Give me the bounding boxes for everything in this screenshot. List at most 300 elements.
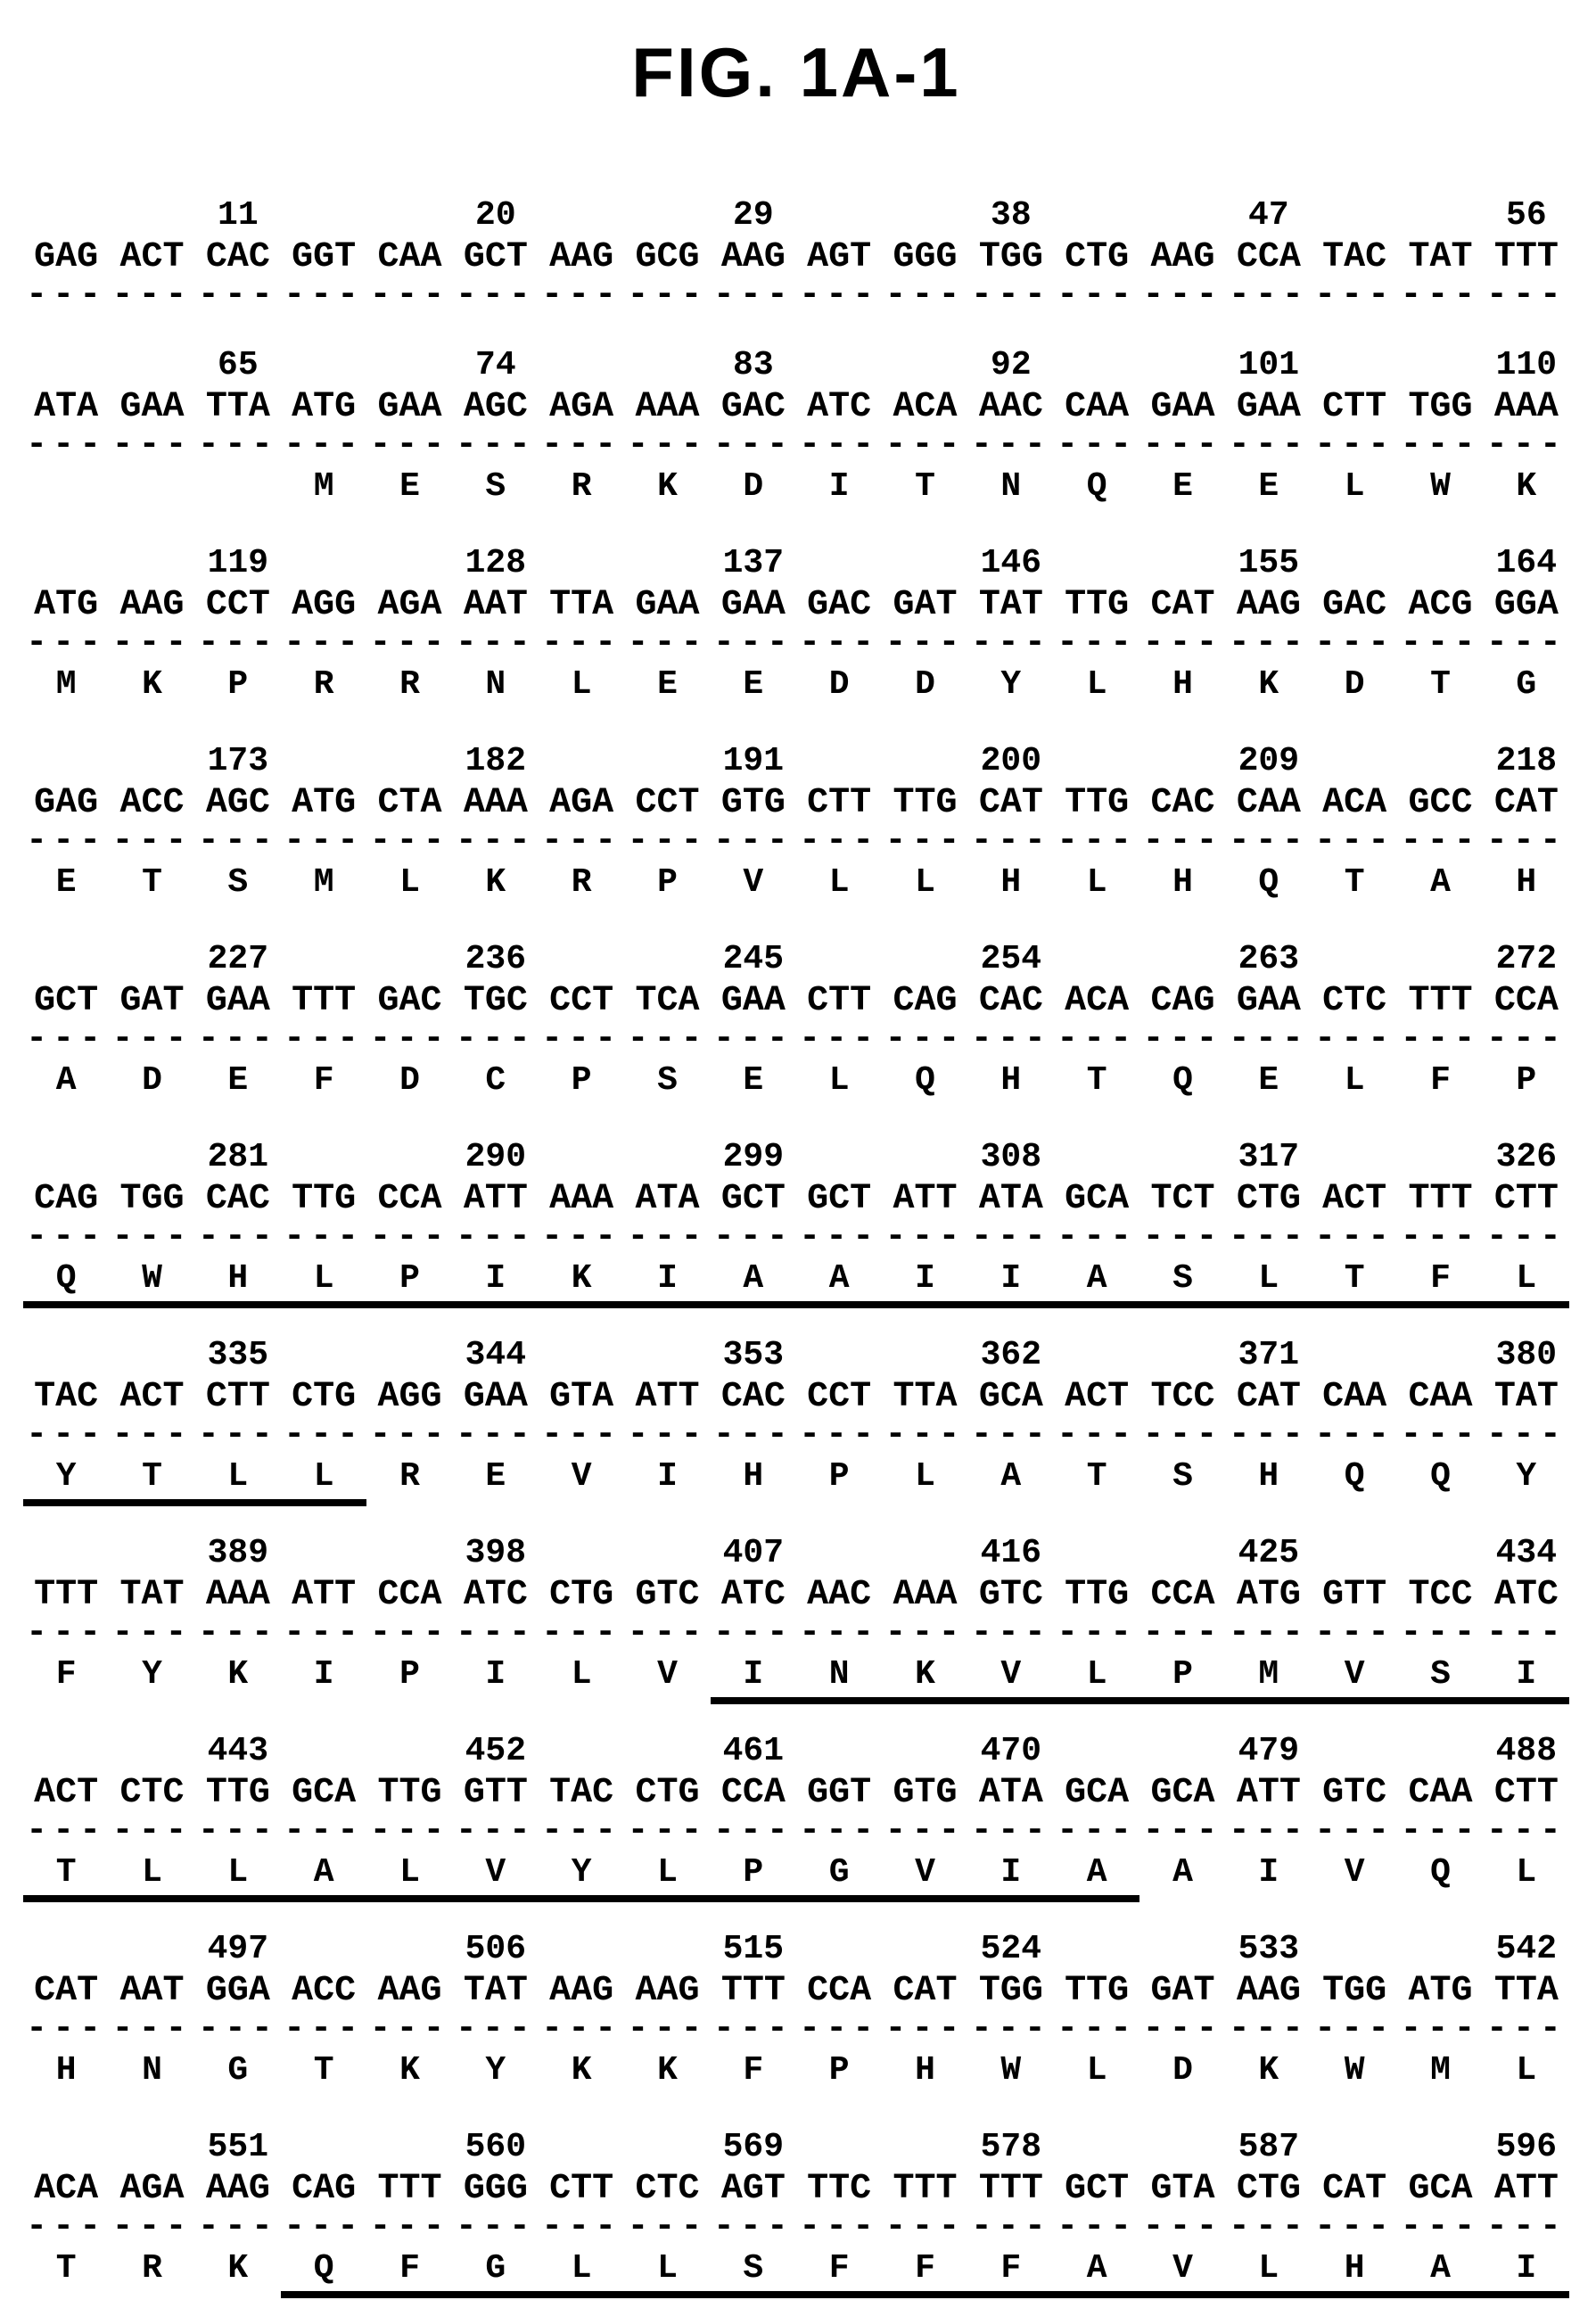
dash-group: --- (884, 1019, 966, 1059)
codon: TAT (119, 1575, 185, 1615)
dash-group: --- (197, 276, 278, 316)
dash-group: --- (541, 276, 622, 316)
amino-acid: L (539, 2250, 624, 2298)
codon: ACC (119, 783, 185, 823)
amino-acid: D (1344, 665, 1365, 704)
position-spacer (1312, 345, 1397, 386)
dash-group: --- (1142, 2207, 1223, 2247)
amino-acid: W (109, 1260, 194, 1308)
position-number: 524 (980, 1930, 1042, 1968)
dash-group: --- (26, 2207, 107, 2247)
codon: CTT (549, 2169, 614, 2209)
amino-acid: K (1516, 467, 1537, 506)
codon: ACC (292, 1971, 357, 2011)
figure-title: FIG. 1A-1 (631, 33, 961, 111)
dash-group: --- (111, 821, 193, 861)
amino-acid: S (227, 863, 249, 902)
amino-acid: N (796, 1656, 882, 1704)
codon: CCT (635, 783, 700, 823)
dash-group: --- (1400, 1019, 1481, 1059)
position-spacer (539, 1335, 624, 1376)
codon: TGG (978, 1971, 1043, 2011)
amino-acid: K (485, 863, 506, 902)
position-spacer (796, 1533, 882, 1574)
nucleotide-row (23, 980, 1569, 1023)
amino-acid: A (1000, 1457, 1022, 1496)
codon: TGG (119, 1179, 185, 1219)
amino-acid: H (195, 1260, 281, 1308)
position-spacer (23, 345, 109, 386)
position-spacer (1139, 2127, 1225, 2168)
amino-acid: R (399, 1457, 420, 1496)
position-spacer (1397, 195, 1483, 236)
dash-group: --- (712, 623, 794, 664)
position-row (23, 1335, 1569, 1376)
amino-acid: M (313, 863, 334, 902)
dash-group: --- (970, 1613, 1051, 1653)
amino-acid: I (882, 1260, 967, 1308)
codon: TTG (1065, 1971, 1130, 2011)
dash-group: --- (541, 1613, 622, 1653)
position-spacer (1054, 345, 1139, 386)
dash-group: --- (1057, 2207, 1138, 2247)
codon: ATG (292, 783, 357, 823)
codon: CAA (1065, 387, 1130, 427)
position-spacer (1054, 2127, 1139, 2168)
amino-acid: L (1086, 2051, 1107, 2090)
codon: CAA (1236, 783, 1301, 823)
dash-group: --- (884, 1613, 966, 1653)
dash-group: --- (1485, 2009, 1567, 2049)
codon: TAT (1493, 1377, 1559, 1417)
alignment-dash-row (23, 1811, 1569, 1854)
dash-group: --- (970, 623, 1051, 664)
dash-group: --- (1400, 1415, 1481, 1455)
codon: CTT (1322, 387, 1387, 427)
amino-acid: H (1172, 863, 1193, 902)
position-spacer (1312, 1335, 1397, 1376)
position-spacer (23, 1929, 109, 1970)
dash-group: --- (26, 1019, 107, 1059)
codon: CCA (807, 1971, 872, 2011)
position-spacer (366, 1137, 452, 1178)
codon: ATG (1408, 1971, 1473, 2011)
dash-group: --- (1485, 1019, 1567, 1059)
dash-group: --- (455, 276, 536, 316)
dash-group: --- (197, 425, 278, 466)
amino-acid: I (828, 467, 850, 506)
position-spacer (539, 1731, 624, 1772)
amino-acid: F (882, 2250, 967, 2298)
amino-acid: P (657, 863, 678, 902)
amino-acid: V (1139, 2250, 1225, 2298)
amino-acid: R (571, 863, 592, 902)
codon: ACA (1065, 981, 1130, 1021)
amino-acid: L (366, 1854, 452, 1902)
amino-acid: W (1430, 467, 1451, 506)
dash-group: --- (1485, 1613, 1567, 1653)
position-spacer (624, 1137, 710, 1178)
amino-acid: Y (1516, 1457, 1537, 1496)
dash-group: --- (197, 821, 278, 861)
position-number: 335 (207, 1336, 269, 1374)
position-number: 119 (207, 544, 269, 582)
codon: CAA (1408, 1377, 1473, 1417)
codon: ATA (635, 1179, 700, 1219)
position-number: 596 (1495, 2128, 1558, 2166)
codon: TCC (1408, 1575, 1473, 1615)
amino-acid: K (1258, 2051, 1279, 2090)
dash-group: --- (197, 1019, 278, 1059)
amino-acid-row (23, 2250, 1569, 2298)
amino-acid: L (281, 1458, 366, 1506)
position-spacer (624, 1533, 710, 1574)
position-number: 533 (1238, 1930, 1300, 1968)
codon: GGG (463, 2169, 528, 2209)
codon: GAC (720, 387, 786, 427)
dash-group: --- (1400, 425, 1481, 466)
position-spacer (539, 345, 624, 386)
codon: GAT (119, 981, 185, 1021)
dash-group: --- (627, 1613, 708, 1653)
codon: CCA (1150, 1575, 1215, 1615)
amino-acid: F (313, 1061, 334, 1100)
dash-group: --- (712, 1019, 794, 1059)
dash-group: --- (627, 1019, 708, 1059)
sequence-block (23, 1731, 1569, 1902)
codon: GAA (119, 387, 185, 427)
position-spacer (624, 1929, 710, 1970)
amino-acid: G (796, 1854, 882, 1902)
dash-group: --- (284, 1019, 365, 1059)
dash-group: --- (1400, 2009, 1481, 2049)
dash-group: --- (1228, 1415, 1309, 1455)
position-spacer (1397, 1929, 1483, 1970)
position-spacer (1054, 1137, 1139, 1178)
codon: ACA (893, 387, 958, 427)
dash-group: --- (712, 1613, 794, 1653)
dash-group: --- (1057, 1613, 1138, 1653)
position-number: 407 (722, 1534, 785, 1572)
dash-group: --- (884, 623, 966, 664)
amino-acid: Y (23, 1458, 109, 1506)
amino-acid: D (743, 467, 764, 506)
amino-acid: K (1258, 665, 1279, 704)
dash-group: --- (197, 1811, 278, 1851)
codon: GCA (1065, 1179, 1130, 1219)
position-number: 155 (1238, 544, 1300, 582)
position-number: 380 (1495, 1336, 1558, 1374)
position-spacer (23, 2127, 109, 2168)
sequence-block (23, 2127, 1569, 2298)
position-spacer (23, 741, 109, 782)
codon: GCA (1150, 1773, 1215, 1813)
nucleotide-row (23, 1178, 1569, 1221)
position-row (23, 1929, 1569, 1970)
dash-group: --- (284, 623, 365, 664)
position-number: 398 (465, 1534, 527, 1572)
dash-group: --- (1228, 1811, 1309, 1851)
codon: CTT (205, 1377, 270, 1417)
position-number: 515 (722, 1930, 785, 1968)
amino-acid: S (1172, 1457, 1193, 1496)
codon: AAA (463, 783, 528, 823)
position-spacer (366, 543, 452, 584)
codon: TTA (549, 585, 614, 625)
position-spacer (882, 543, 967, 584)
dash-group: --- (1485, 425, 1567, 466)
dash-group: --- (884, 2009, 966, 2049)
position-spacer (624, 2127, 710, 2168)
amino-acid: I (657, 1457, 678, 1496)
codon: GAG (34, 237, 99, 277)
dash-group: --- (1142, 1811, 1223, 1851)
amino-acid: L (828, 1061, 850, 1100)
codon: ACG (1408, 585, 1473, 625)
amino-acid: Q (915, 1061, 935, 1100)
position-spacer (882, 2127, 967, 2168)
codon: CAT (978, 783, 1043, 823)
dash-group: --- (627, 1217, 708, 1257)
nucleotide-row (23, 2168, 1569, 2211)
position-spacer (109, 1335, 194, 1376)
position-row (23, 939, 1569, 980)
sequence-block (23, 741, 1569, 912)
codon: CCA (720, 1773, 786, 1813)
dash-group: --- (1142, 1415, 1223, 1455)
amino-acid: K (399, 2051, 420, 2090)
codon: CAT (893, 1971, 958, 2011)
codon: AAT (463, 585, 528, 625)
codon: TAC (1322, 237, 1387, 277)
codon: CCA (1493, 981, 1559, 1021)
dash-group: --- (541, 425, 622, 466)
position-number: 416 (980, 1534, 1042, 1572)
dash-group: --- (884, 2207, 966, 2247)
dash-group: --- (1314, 821, 1395, 861)
codon: GCT (34, 981, 99, 1021)
codon: TTT (1408, 1179, 1473, 1219)
dash-group: --- (26, 623, 107, 664)
position-number: 29 (733, 196, 774, 235)
dash-group: --- (1485, 1811, 1567, 1851)
dash-group: --- (26, 2009, 107, 2049)
position-number: 452 (465, 1732, 527, 1770)
dash-group: --- (369, 1217, 450, 1257)
codon: TCA (635, 981, 700, 1021)
codon: TTG (205, 1773, 270, 1813)
amino-acid: P (828, 1457, 850, 1496)
dash-group: --- (1400, 1613, 1481, 1653)
position-spacer (796, 543, 882, 584)
alignment-dash-row (23, 1613, 1569, 1656)
dash-group: --- (627, 1811, 708, 1851)
amino-acid: S (657, 1061, 678, 1100)
position-spacer (109, 2127, 194, 2168)
dash-group: --- (1228, 276, 1309, 316)
position-spacer (1054, 741, 1139, 782)
dash-group: --- (799, 1415, 880, 1455)
codon: TTT (720, 1971, 786, 2011)
dash-group: --- (1228, 2207, 1309, 2247)
sequence-block (23, 1533, 1569, 1704)
amino-acid: I (1484, 1656, 1569, 1704)
position-number: 164 (1495, 544, 1558, 582)
dash-group: --- (197, 1217, 278, 1257)
amino-acid: H (1258, 1457, 1279, 1496)
dash-group: --- (1400, 1811, 1481, 1851)
nucleotide-row (23, 386, 1569, 429)
amino-acid: D (915, 665, 935, 704)
dash-group: --- (455, 2009, 536, 2049)
amino-acid: Q (281, 2250, 366, 2298)
amino-acid: E (485, 1457, 506, 1496)
position-number: 461 (722, 1732, 785, 1770)
position-spacer (1139, 1731, 1225, 1772)
sequence-listing (23, 195, 1569, 2298)
dash-group: --- (712, 2207, 794, 2247)
codon: GAA (377, 387, 442, 427)
codon: TTG (377, 1773, 442, 1813)
position-number: 20 (475, 196, 516, 235)
codon: CCT (549, 981, 614, 1021)
sequence-block (23, 345, 1569, 516)
amino-acid: A (55, 1061, 77, 1100)
amino-acid: L (1226, 1260, 1312, 1308)
amino-acid: A (796, 1260, 882, 1308)
dash-group: --- (1314, 2009, 1395, 2049)
amino-acid: A (1054, 1854, 1139, 1902)
position-number: 218 (1495, 742, 1558, 780)
position-number: 92 (991, 346, 1032, 384)
amino-acid: T (1312, 1260, 1397, 1308)
position-number: 317 (1238, 1138, 1300, 1176)
amino-acid: K (882, 1656, 967, 1704)
position-spacer (1139, 939, 1225, 980)
dash-group: --- (627, 2207, 708, 2247)
position-spacer (366, 1335, 452, 1376)
dash-group: --- (1485, 276, 1567, 316)
amino-acid-row (23, 1062, 1569, 1110)
codon: CTG (1236, 2169, 1301, 2209)
amino-acid: P (1139, 1656, 1225, 1704)
amino-acid: T (1086, 1457, 1107, 1496)
dash-group: --- (1485, 1415, 1567, 1455)
codon: TTG (1065, 1575, 1130, 1615)
dash-group: --- (712, 1415, 794, 1455)
codon: GTG (893, 1773, 958, 1813)
dash-group: --- (111, 2207, 193, 2247)
amino-acid: P (399, 1655, 420, 1694)
position-spacer (539, 939, 624, 980)
codon: CAG (34, 1179, 99, 1219)
codon: GGA (205, 1971, 270, 2011)
codon: GAA (1236, 387, 1301, 427)
position-spacer (624, 195, 710, 236)
codon: GAA (463, 1377, 528, 1417)
position-number: 200 (980, 742, 1042, 780)
amino-acid: F (1430, 1061, 1451, 1100)
dash-group: --- (970, 276, 1051, 316)
position-spacer (1397, 1335, 1483, 1376)
amino-acid: L (1484, 1260, 1569, 1308)
position-number: 560 (465, 2128, 527, 2166)
position-number: 74 (475, 346, 516, 384)
amino-acid: Q (1086, 467, 1107, 506)
dash-group: --- (799, 821, 880, 861)
codon: AAG (1150, 237, 1215, 277)
position-number: 101 (1238, 346, 1300, 384)
amino-acid: M (55, 665, 77, 704)
amino-acid: P (227, 665, 249, 704)
dash-group: --- (799, 2009, 880, 2049)
dash-group: --- (799, 2207, 880, 2247)
amino-acid: L (1226, 2250, 1312, 2298)
amino-acid: M (313, 467, 334, 506)
codon: ACT (34, 1773, 99, 1813)
dash-group: --- (284, 276, 365, 316)
position-spacer (1397, 1137, 1483, 1178)
dash-group: --- (369, 1811, 450, 1851)
position-number: 83 (733, 346, 774, 384)
amino-acid: K (142, 665, 162, 704)
codon: TGG (1322, 1971, 1387, 2011)
codon: CAC (205, 237, 270, 277)
codon: AGC (463, 387, 528, 427)
position-spacer (109, 1137, 194, 1178)
position-spacer (1139, 1533, 1225, 1574)
amino-acid: R (142, 2249, 162, 2288)
position-spacer (539, 195, 624, 236)
codon: GAA (720, 585, 786, 625)
amino-acid: L (624, 1854, 710, 1902)
position-spacer (539, 741, 624, 782)
position-spacer (796, 1137, 882, 1178)
amino-acid: L (571, 1655, 592, 1694)
amino-acid: L (915, 1457, 935, 1496)
position-spacer (796, 939, 882, 980)
codon: GCT (807, 1179, 872, 1219)
dash-group: --- (627, 1415, 708, 1455)
amino-acid: H (915, 2051, 935, 2090)
amino-acid: E (227, 1061, 249, 1100)
codon: ATT (893, 1179, 958, 1219)
dash-group: --- (1228, 2009, 1309, 2049)
amino-acid: E (657, 665, 678, 704)
position-spacer (882, 1929, 967, 1970)
position-spacer (539, 1137, 624, 1178)
amino-acid: A (1430, 863, 1451, 902)
amino-acid: I (485, 1655, 506, 1694)
dash-group: --- (799, 1217, 880, 1257)
codon: ATT (292, 1575, 357, 1615)
codon: CCA (1236, 237, 1301, 277)
amino-acid: P (711, 1854, 796, 1902)
codon: CTC (635, 2169, 700, 2209)
position-spacer (23, 1533, 109, 1574)
amino-acid: R (313, 665, 334, 704)
codon: GCT (1065, 2169, 1130, 2209)
codon: CTG (635, 1773, 700, 1813)
codon: CAT (1150, 585, 1215, 625)
codon: TCT (1150, 1179, 1215, 1219)
amino-acid: L (571, 665, 592, 704)
codon: CAA (377, 237, 442, 277)
codon: TCC (1150, 1377, 1215, 1417)
dash-group: --- (26, 425, 107, 466)
amino-acid: H (1516, 863, 1537, 902)
codon: ATC (807, 387, 872, 427)
